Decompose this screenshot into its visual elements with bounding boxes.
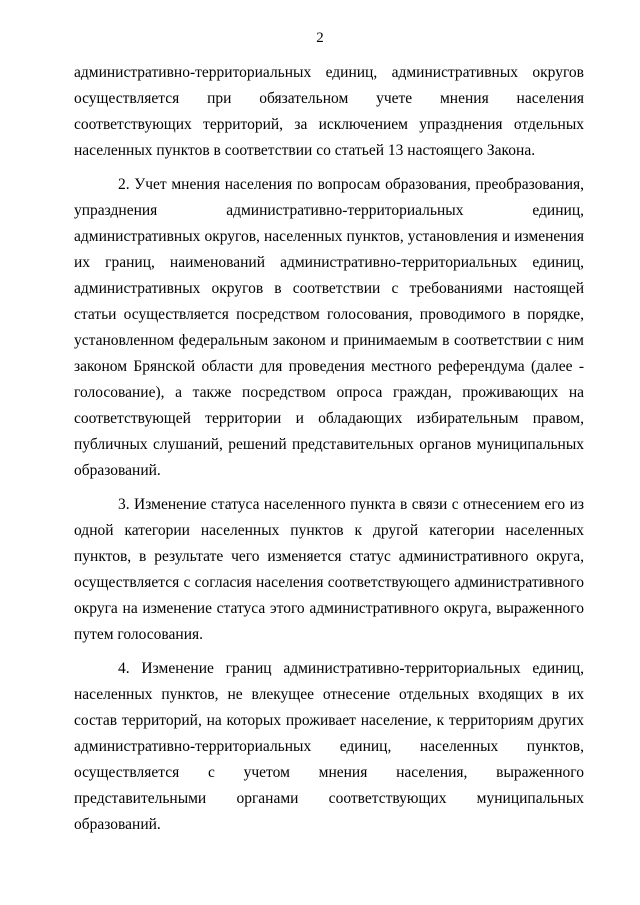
paragraph-item-3: 3. Изменение статуса населенного пункта в связи с отнесением его из одной категории населенных пунктов к другой категории населенных пунктов, в результате чего изменяется статус административного округа, осуществляется с согласия населения соответствующего административного округа на изменение статуса этого административного округа, выраженного путем голосования.: [74, 496, 584, 643]
page-number: 2: [316, 30, 324, 46]
paragraph-item-2: 2. Учет мнения населения по вопросам образования, преобразования, упразднения административно-территориальных единиц, административных округов, населенных пунктов, установления и изменения их границ, наименований административно-территориальных единиц, административных округов в соответствии с требованиями настоящей статьи осуществляется посредством голосования, проводимого в порядке, установленном федеральным законом и принимаемым в соответствии с ним законом Брянской области для проведения местного референдума (далее - голосование), а также посредством опроса граждан, проживающих на соответствующей территории и обладающих избирательным правом, публичных слушаний, решений представительных органов муниципальных образований.: [74, 176, 584, 479]
paragraph-continuation: административно-территориальных единиц, административных округов осуществляется при обязательном учете мнения населения соответствующих территорий, за исключением упразднения отдельных населенных пунктов в соответствии со статьей 13 настоящего Закона.: [74, 64, 584, 159]
paragraph-item-4: 4. Изменение границ административно-территориальных единиц, населенных пунктов, не влекущее отнесение отдельных входящих в их состав территорий, на которых проживает население, к территориям других административно-территориальных единиц, населенных пунктов, осуществляется с учетом мнения населения, выраженного представительными органами соответствующих муниципальных образований.: [74, 660, 584, 833]
document-body: [74, 60, 584, 846]
